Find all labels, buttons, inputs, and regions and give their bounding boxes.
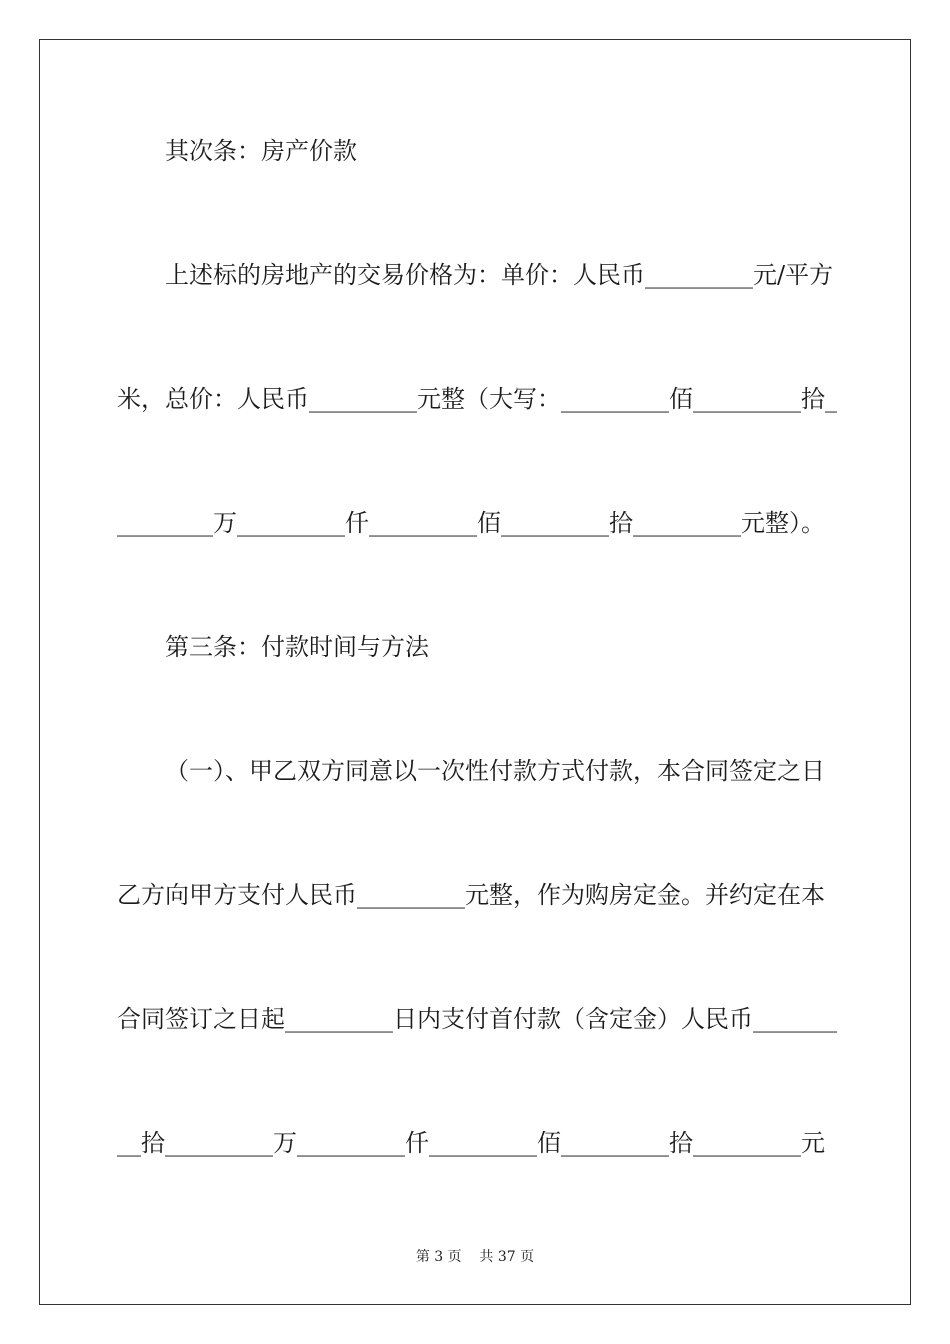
body-text-line: （一）、甲乙双方同意以一次性付款方式付款，本合同签定之日 [165, 757, 825, 785]
body-text-line: 米，总价：人民币_________元整（大写：_________佰_________拾_ [117, 385, 837, 413]
body-text-line: ________万_________仟_________佰_________拾_________元整）。 [117, 509, 825, 537]
page-number-footer: 第 3 页 共 37 页 [415, 1249, 535, 1265]
body-text-line: 上述标的房地产的交易价格为：单价：人民币_________元/平方 [165, 261, 834, 289]
page-border [39, 39, 911, 1305]
body-text-line: 乙方向甲方支付人民币_________元整，作为购房定金。并约定在本 [117, 881, 825, 909]
body-text-line: 合同签订之日起_________日内支付首付款（含定金）人民币_______ [117, 1005, 837, 1033]
body-text-line: __拾_________万_________仟_________佰_________拾_________元 [117, 1129, 825, 1157]
section-heading-payment: 第三条：付款时间与方法 [165, 633, 429, 661]
section-heading-price: 其次条：房产价款 [165, 137, 357, 165]
